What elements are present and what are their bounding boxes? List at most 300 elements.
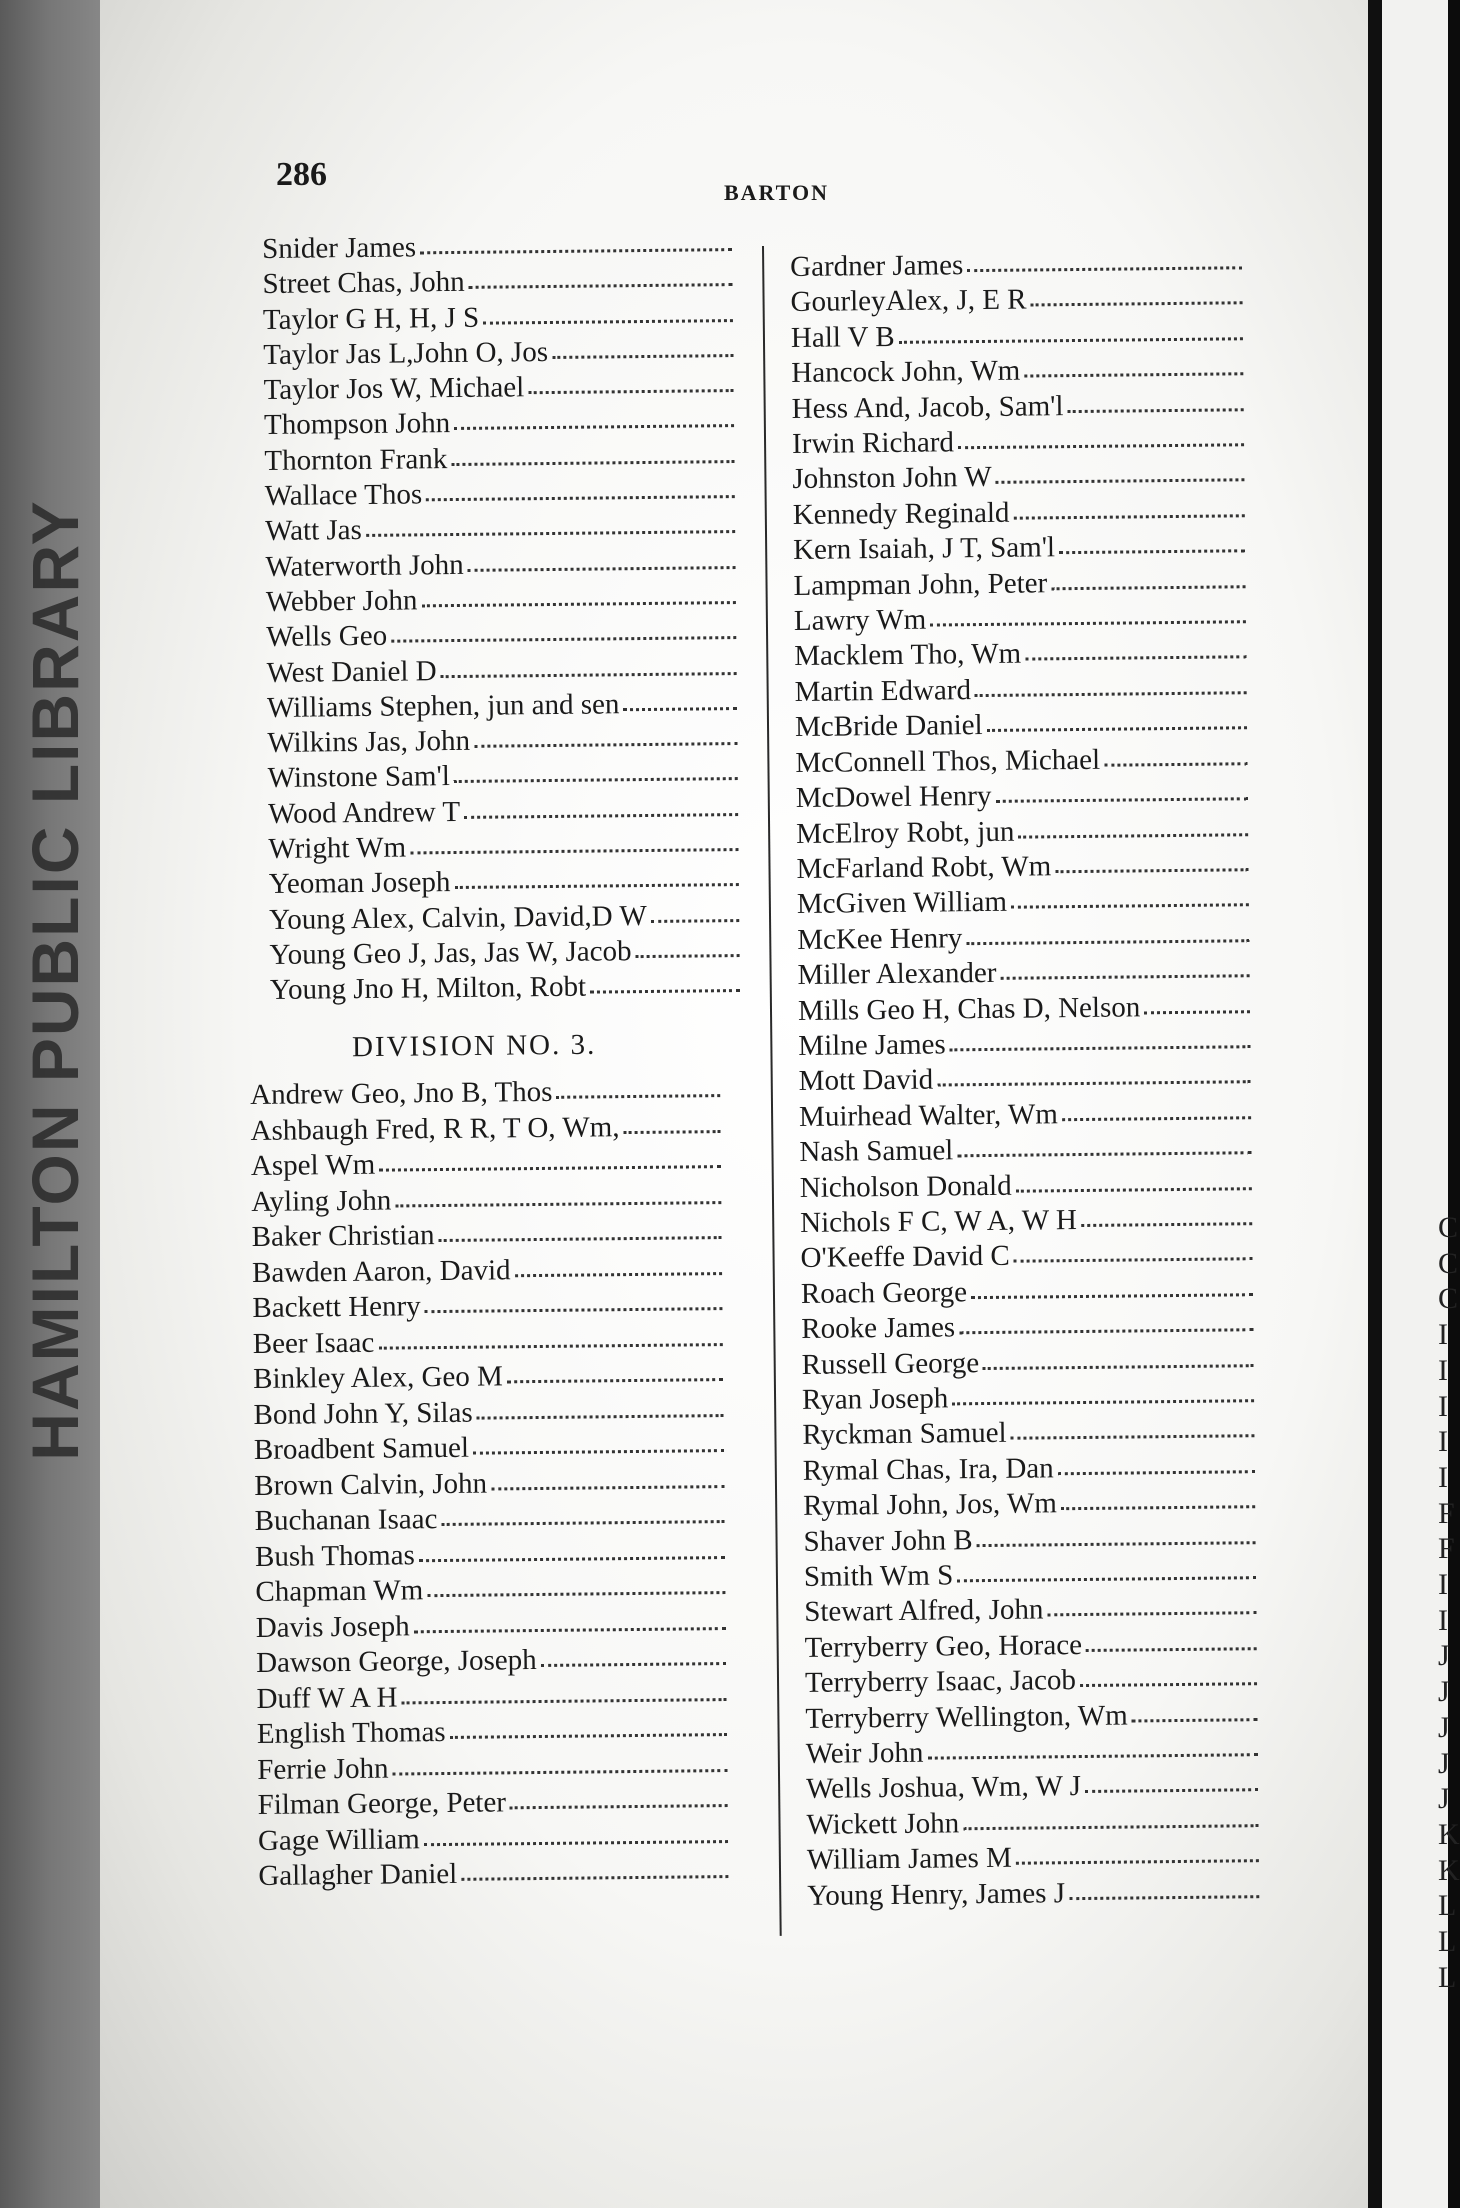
- directory-entry: [790, 281, 1242, 321]
- dot-leader: [971, 1277, 1253, 1299]
- entry-name: Mott David: [798, 1063, 934, 1098]
- entry-name: Rooke James: [801, 1311, 956, 1346]
- entry-name: Buchanan Isaac: [254, 1503, 438, 1537]
- dot-leader: [440, 656, 736, 678]
- dot-leader: [590, 973, 740, 994]
- dot-leader: [1018, 817, 1248, 838]
- edge-letter: C: [1438, 1246, 1459, 1280]
- edge-letter: K: [1438, 1853, 1460, 1887]
- directory-entry: [254, 1428, 724, 1468]
- dot-leader: [1059, 534, 1245, 555]
- right-column-list: [790, 245, 1259, 1914]
- entry-name: Ryckman Samuel: [802, 1417, 1007, 1452]
- directory-entry: [256, 1606, 726, 1646]
- dot-leader: [468, 550, 736, 572]
- entry-name: Rymal Chas, Ira, Dan: [802, 1452, 1054, 1487]
- entry-name: West Daniel D: [266, 654, 437, 689]
- edge-letter: F: [1438, 1496, 1455, 1530]
- directory-entry: [793, 529, 1245, 569]
- dot-leader: [1132, 1702, 1258, 1722]
- edge-letter: I: [1438, 1389, 1448, 1423]
- entry-name: Russell George: [801, 1346, 980, 1381]
- entry-name: Hess And, Jacob, Sam'l: [791, 389, 1064, 425]
- directory-entry: [800, 1201, 1252, 1241]
- entry-name: Waterworth John: [265, 548, 464, 583]
- dot-leader: [420, 232, 732, 254]
- dot-leader: [556, 1078, 720, 1099]
- dot-leader: [528, 373, 734, 394]
- entry-name: Winstone Sam'l: [267, 760, 450, 795]
- directory-entry: [796, 812, 1248, 852]
- dot-leader: [1014, 1242, 1253, 1263]
- directory-entry: [803, 1520, 1255, 1560]
- dot-leader: [419, 1540, 725, 1562]
- directory-entry: [265, 509, 735, 549]
- directory-entry: [791, 387, 1243, 427]
- dot-leader: [966, 923, 1249, 945]
- entry-name: Wickett John: [806, 1807, 960, 1841]
- directory-entry: [801, 1307, 1253, 1347]
- entry-name: Lawry Wm: [793, 603, 927, 638]
- dot-leader: [510, 1788, 728, 1809]
- dot-leader: [623, 691, 737, 711]
- directory-entry: [250, 1109, 720, 1149]
- entry-name: English Thomas: [256, 1715, 446, 1750]
- entry-name: Thompson John: [263, 407, 451, 442]
- dot-leader: [967, 250, 1242, 272]
- edge-letter: J: [1438, 1710, 1450, 1744]
- dot-leader: [426, 479, 735, 501]
- directory-entry: [806, 1803, 1258, 1843]
- directory-entry: [807, 1838, 1259, 1878]
- entry-name: Taylor Jas L,John O, Jos: [263, 335, 549, 371]
- facing-page-edge: [1368, 0, 1448, 2208]
- dot-leader: [1016, 1844, 1259, 1865]
- dot-leader: [937, 1065, 1251, 1087]
- entry-name: Wells Geo: [266, 619, 388, 654]
- dot-leader: [963, 1808, 1259, 1830]
- page-gutter: [1368, 0, 1382, 2208]
- directory-entry: [803, 1484, 1255, 1524]
- entry-name: Miller Alexander: [797, 957, 997, 992]
- dot-leader: [421, 585, 736, 607]
- microfilm-spine: [0, 0, 110, 2208]
- entry-name: Milne James: [798, 1028, 946, 1062]
- directory-entry: [256, 1641, 726, 1681]
- entry-name: Young Henry, James J: [807, 1876, 1066, 1912]
- directory-entry: [256, 1677, 726, 1717]
- dot-leader: [1085, 1773, 1258, 1794]
- entry-name: McGiven William: [796, 886, 1008, 921]
- directory-entry: [264, 439, 734, 479]
- entry-name: Irwin Richard: [791, 426, 955, 461]
- entry-name: Young Jno H, Milton, Robt: [269, 970, 587, 1007]
- directory-entry: [257, 1783, 727, 1823]
- left-column-list: [262, 227, 740, 1008]
- entry-name: Muirhead Walter, Wm: [798, 1097, 1059, 1133]
- directory-entry: [805, 1661, 1257, 1701]
- edge-letter: I: [1438, 1603, 1448, 1637]
- dot-leader: [1030, 286, 1242, 307]
- directory-entry: [794, 635, 1246, 675]
- directory-entry: [258, 1819, 728, 1859]
- directory-entry: [800, 1237, 1252, 1277]
- dot-leader: [959, 1312, 1253, 1334]
- edge-letter: I: [1438, 1353, 1448, 1387]
- dot-leader: [977, 1525, 1256, 1547]
- edge-letter: L: [1438, 1925, 1457, 1959]
- entry-name: William James M: [806, 1842, 1013, 1877]
- entry-name: Johnston John W: [792, 461, 992, 496]
- entry-name: Thornton Frank: [264, 442, 448, 477]
- dot-leader: [483, 303, 733, 325]
- edge-letter: J: [1438, 1639, 1450, 1673]
- directory-entry: [802, 1378, 1254, 1418]
- dot-leader: [378, 1327, 723, 1350]
- directory-entry: [804, 1591, 1256, 1631]
- dot-leader: [441, 1504, 724, 1526]
- directory-entry: [250, 1073, 720, 1113]
- entry-name: Broadbent Samuel: [253, 1431, 470, 1466]
- entry-name: Shaver John B: [803, 1523, 973, 1558]
- entry-name: Beer Isaac: [252, 1326, 375, 1360]
- directory-entry: [792, 458, 1244, 498]
- entry-name: Macklem Tho, Wm: [794, 638, 1022, 673]
- directory-entry: [266, 651, 736, 691]
- entry-name: Binkley Alex, Geo M: [252, 1360, 504, 1395]
- edge-letter: I: [1438, 1460, 1448, 1494]
- directory-entry: [265, 545, 735, 585]
- directory-entry: [806, 1768, 1258, 1808]
- dot-leader: [1011, 888, 1249, 909]
- division-heading: DIVISION NO. 3.: [351, 1028, 597, 1064]
- directory-entry: [799, 1130, 1251, 1170]
- entry-name: Taylor G H, H, J S: [262, 301, 480, 336]
- directory-entry: [253, 1393, 723, 1433]
- dot-leader: [957, 1560, 1256, 1582]
- entry-name: Wright Wm: [268, 831, 407, 866]
- dot-leader: [952, 1383, 1254, 1405]
- entry-name: Webber John: [265, 584, 418, 618]
- entry-name: Roach George: [800, 1275, 968, 1310]
- dot-leader: [1069, 1879, 1259, 1900]
- entry-name: Taylor Jos W, Michael: [263, 371, 525, 407]
- edge-letter: I: [1438, 1318, 1448, 1352]
- entry-name: Bush Thomas: [254, 1538, 415, 1573]
- dot-leader: [450, 1717, 727, 1739]
- entry-name: Andrew Geo, Jno B, Thos: [250, 1075, 553, 1111]
- directory-entry: [794, 599, 1246, 639]
- directory-entry: [251, 1180, 721, 1220]
- entry-name: Mills Geo H, Chas D, Nelson: [797, 990, 1141, 1027]
- edge-letter: I: [1438, 1425, 1448, 1459]
- entry-name: Williams Stephen, jun and sen: [266, 688, 620, 724]
- directory-entry: [804, 1626, 1256, 1666]
- dot-leader: [1061, 1489, 1256, 1510]
- directory-entry: [790, 245, 1242, 285]
- directory-entry: [255, 1570, 725, 1610]
- directory-entry: [265, 474, 735, 514]
- directory-entry: [797, 953, 1249, 993]
- dot-leader: [996, 463, 1245, 485]
- entry-name: McConnell Thos, Michael: [795, 743, 1101, 779]
- entry-name: Terryberry Geo, Horace: [804, 1628, 1083, 1664]
- entry-name: Nichols F C, W A, W H: [800, 1204, 1077, 1239]
- entry-name: Terryberry Wellington, Wm: [805, 1699, 1128, 1735]
- entry-name: O'Keeffe David C: [800, 1240, 1010, 1275]
- directory-entry: [798, 989, 1250, 1029]
- edge-letter: C: [1438, 1282, 1459, 1316]
- directory-entry: [257, 1712, 727, 1752]
- dot-leader: [957, 1135, 1251, 1157]
- dot-leader: [1013, 498, 1245, 519]
- entry-name: Stewart Alfred, John: [804, 1593, 1044, 1629]
- dot-leader: [366, 515, 735, 538]
- directory-entry: [799, 1095, 1251, 1135]
- dot-leader: [552, 338, 733, 359]
- entry-name: Wallace Thos: [264, 478, 423, 513]
- directory-entry: [800, 1166, 1252, 1206]
- entry-name: Wells Joshua, Wm, W J: [805, 1770, 1082, 1806]
- directory-entry: [262, 227, 732, 267]
- entry-name: Baker Christian: [251, 1219, 435, 1253]
- dot-leader: [438, 1220, 721, 1242]
- dot-leader: [541, 1646, 727, 1667]
- entry-name: McBride Daniel: [794, 709, 983, 744]
- entry-name: Watt Jas: [264, 514, 363, 548]
- dot-leader: [927, 1737, 1258, 1759]
- directory-entry: [270, 968, 740, 1008]
- dot-leader: [975, 675, 1247, 697]
- edge-letter: J: [1438, 1782, 1450, 1816]
- dot-leader: [1062, 1100, 1251, 1121]
- dot-leader: [477, 1398, 724, 1420]
- dot-leader: [1025, 640, 1246, 661]
- dot-leader: [1000, 958, 1249, 980]
- directory-entry: [797, 918, 1249, 958]
- dot-leader: [1055, 852, 1248, 873]
- entry-name: Gage William: [257, 1822, 420, 1857]
- directory-entry: [264, 404, 734, 444]
- entry-name: Gallagher Daniel: [258, 1857, 458, 1892]
- entry-name: Kern Isaiah, J T, Sam'l: [792, 531, 1056, 567]
- directory-entry: [268, 827, 738, 867]
- dot-leader: [1047, 1596, 1256, 1617]
- directory-entry: [257, 1748, 727, 1788]
- entry-name: Bond John Y, Silas: [253, 1396, 473, 1431]
- directory-entry: [803, 1449, 1255, 1489]
- dot-leader: [1010, 1419, 1254, 1440]
- dot-leader: [987, 711, 1248, 733]
- directory-entry: [801, 1272, 1253, 1312]
- entry-name: Ferrie John: [257, 1752, 389, 1786]
- directory-entry: [267, 686, 737, 726]
- edge-letter: F: [1438, 1532, 1455, 1566]
- entry-name: Brown Calvin, John: [254, 1467, 488, 1502]
- dot-leader: [623, 1114, 720, 1134]
- directory-entry: [253, 1322, 723, 1362]
- directory-entry: [251, 1144, 721, 1184]
- dot-leader: [451, 444, 734, 466]
- directory-entry: [804, 1555, 1256, 1595]
- directory-entry: [801, 1343, 1253, 1383]
- dot-leader: [635, 938, 739, 958]
- directory-entry: [266, 615, 736, 655]
- dot-leader: [464, 797, 738, 819]
- dot-leader: [392, 1753, 727, 1775]
- directory-entry: [252, 1251, 722, 1291]
- entry-name: Bawden Aaron, David: [251, 1253, 511, 1289]
- facing-page-letters: [1438, 1210, 1458, 1995]
- edge-letter: K: [1438, 1817, 1460, 1851]
- entry-name: McFarland Robt, Wm: [796, 850, 1052, 885]
- running-head: BARTON: [724, 180, 829, 205]
- entry-name: Smith Wm S: [803, 1559, 954, 1593]
- entry-name: Young Alex, Calvin, David,D W: [269, 899, 647, 936]
- entry-name: Nicholson Donald: [799, 1169, 1012, 1204]
- dot-leader: [469, 267, 733, 289]
- dot-leader: [1051, 569, 1245, 590]
- directory-entry: [269, 933, 739, 973]
- dot-leader: [413, 1611, 725, 1633]
- entry-name: Wood Andrew T: [267, 795, 461, 830]
- entry-name: Nash Samuel: [799, 1134, 954, 1169]
- directory-entry: [263, 298, 733, 338]
- entry-name: Gardner James: [790, 249, 964, 283]
- entry-name: Weir John: [805, 1736, 924, 1770]
- directory-entry: [791, 316, 1243, 356]
- dot-leader: [1067, 392, 1243, 413]
- dot-leader: [461, 1859, 728, 1881]
- directory-entry: [794, 670, 1246, 710]
- directory-entry: [796, 776, 1248, 816]
- directory-entry: [263, 333, 733, 373]
- edge-letter: C: [1438, 1211, 1459, 1244]
- dot-leader: [401, 1682, 726, 1704]
- directory-entry: [791, 351, 1243, 391]
- dot-leader: [950, 1029, 1251, 1051]
- entry-name: Ayling John: [251, 1184, 392, 1218]
- entry-name: Martin Edward: [794, 674, 972, 708]
- edge-letter: L: [1438, 1960, 1457, 1994]
- dot-leader: [930, 604, 1246, 626]
- entry-name: Dawson George, Joseph: [255, 1644, 537, 1679]
- dot-leader: [391, 620, 736, 643]
- edge-letter: L: [1438, 1889, 1457, 1923]
- dot-leader: [898, 321, 1243, 344]
- dot-leader: [427, 1575, 725, 1597]
- entry-name: McElroy Robt, jun: [795, 815, 1015, 850]
- entry-name: Ryan Joseph: [801, 1382, 949, 1416]
- entry-name: Lampman John, Peter: [793, 566, 1048, 602]
- entry-name: Hall V B: [790, 320, 895, 354]
- dot-leader: [491, 1469, 724, 1490]
- dot-leader: [1081, 1206, 1253, 1227]
- dot-leader: [995, 781, 1247, 803]
- directory-entry: [806, 1732, 1258, 1772]
- dot-leader: [454, 762, 738, 784]
- directory-entry: [807, 1874, 1259, 1914]
- directory-entry: [793, 564, 1245, 604]
- dot-leader: [1058, 1454, 1255, 1475]
- directory-entry: [266, 580, 736, 620]
- directory-entry: [799, 1060, 1251, 1100]
- directory-entry: [792, 422, 1244, 462]
- entry-name: Chapman Wm: [255, 1574, 424, 1608]
- dot-leader: [454, 409, 734, 431]
- directory-entry: [795, 706, 1247, 746]
- dot-leader: [473, 1433, 724, 1455]
- dot-leader: [514, 1256, 722, 1277]
- entry-name: Wilkins Jas, John: [267, 725, 471, 760]
- entry-name: GourleyAlex, J, E R: [790, 283, 1027, 319]
- entry-name: Street Chas, John: [262, 266, 465, 301]
- dot-leader: [507, 1362, 723, 1383]
- edge-letter: I: [1438, 1568, 1448, 1602]
- dot-leader: [1024, 357, 1243, 378]
- page-number: 286: [276, 156, 327, 193]
- edge-letter: J: [1438, 1675, 1450, 1709]
- dot-leader: [395, 1185, 721, 1207]
- directory-entry: [795, 741, 1247, 781]
- entry-name: Young Geo J, Jas, Jas W, Jacob: [269, 935, 632, 971]
- entry-name: Aspel Wm: [250, 1148, 376, 1182]
- dot-leader: [1144, 994, 1250, 1014]
- division-3-list: [250, 1073, 729, 1894]
- directory-entry: [805, 1697, 1257, 1737]
- dot-leader: [1080, 1667, 1257, 1688]
- directory-entry: [268, 757, 738, 797]
- directory-entry: [262, 262, 732, 302]
- directory-entry: [268, 792, 738, 832]
- entry-name: Duff W A H: [256, 1680, 398, 1715]
- entry-name: Ashbaugh Fred, R R, T O, Wm,: [250, 1110, 620, 1147]
- entry-name: Filman George, Peter: [257, 1786, 507, 1821]
- directory-entry: [251, 1215, 721, 1255]
- directory-entry: [258, 1854, 728, 1894]
- directory-entry: [253, 1357, 723, 1397]
- dot-leader: [454, 867, 739, 889]
- dot-leader: [379, 1149, 721, 1172]
- entry-name: Davis Joseph: [255, 1609, 410, 1644]
- dot-leader: [425, 1291, 723, 1313]
- directory-entry: [269, 862, 739, 902]
- directory-entry: [254, 1464, 724, 1504]
- entry-name: McKee Henry: [797, 921, 963, 956]
- entry-name: Rymal John, Jos, Wm: [802, 1487, 1057, 1523]
- entry-name: Terryberry Isaac, Jacob: [804, 1664, 1077, 1700]
- dot-leader: [1104, 746, 1247, 766]
- dot-leader: [983, 1348, 1254, 1370]
- directory-entry: [252, 1286, 722, 1326]
- dot-leader: [474, 726, 738, 748]
- directory-entry: [254, 1499, 724, 1539]
- directory-entry: [802, 1414, 1254, 1454]
- directory-entry: [796, 847, 1248, 887]
- edge-letter: J: [1438, 1746, 1450, 1780]
- entry-name: Backett Henry: [252, 1290, 421, 1324]
- directory-entry: [793, 493, 1245, 533]
- entry-name: Snider James: [262, 231, 417, 265]
- entry-name: Kennedy Reginald: [792, 496, 1010, 531]
- directory-entry: [797, 883, 1249, 923]
- entry-name: Yeoman Joseph: [268, 866, 451, 901]
- directory-entry: [255, 1535, 725, 1575]
- dot-leader: [410, 832, 739, 854]
- dot-leader: [651, 903, 740, 923]
- entry-name: Hancock John, Wm: [791, 354, 1021, 390]
- dot-leader: [1086, 1631, 1257, 1652]
